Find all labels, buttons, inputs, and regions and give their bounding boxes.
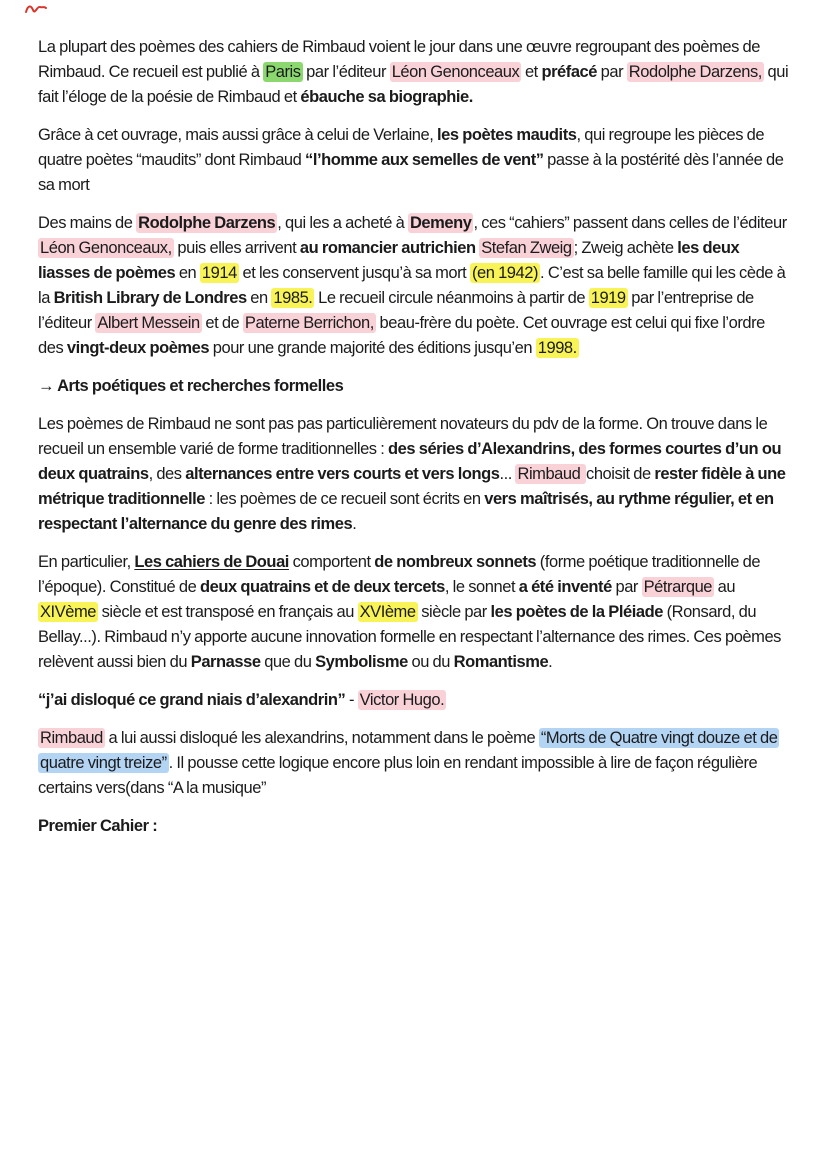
text-run: ; Zweig achète xyxy=(573,239,678,257)
text-run: vingt-deux poèmes xyxy=(66,339,210,357)
highlighted-text-run: Rodolphe Darzens, xyxy=(628,63,762,81)
text-run: , le sonnet xyxy=(444,578,519,596)
highlighted-text-run: Stefan Zweig xyxy=(481,239,572,257)
text-run: des séries d’Alexandrins, des formes courtes d’un ou deux quatrains xyxy=(38,440,782,483)
text-run: deux quatrains et de deux tercets xyxy=(199,578,445,596)
document-content xyxy=(38,35,792,852)
highlighted-text-run: Paterne Berrichon, xyxy=(244,314,374,332)
paragraph xyxy=(38,550,792,675)
highlighted-text-run: Demeny xyxy=(409,214,472,232)
text-run: et les conservent jusqu’à sa mort xyxy=(238,264,470,282)
text-run: par xyxy=(611,578,642,596)
highlighted-text-run: 1914 xyxy=(201,264,237,282)
text-run: Les cahiers de Douai xyxy=(134,553,289,571)
text-run: puis elles arrivent xyxy=(173,239,300,257)
text-run: ou du xyxy=(407,653,454,671)
highlighted-text-run: 1998. xyxy=(537,339,577,357)
text-run: pour une grande majorité des éditions jusqu’en xyxy=(209,339,536,357)
text-run: a lui aussi disloqué les alexandrins, notamment dans le poème xyxy=(104,729,539,747)
text-run: au romancier autrichien xyxy=(299,239,476,257)
highlighted-text-run: XVIème xyxy=(359,603,416,621)
paragraph xyxy=(38,726,792,801)
text-run: “j’ai disloqué ce grand niais d’alexandrin” xyxy=(38,691,346,709)
text-run: par l’éditeur xyxy=(302,63,390,81)
highlighted-text-run: 1985. xyxy=(273,289,313,307)
text-run: British Library de Londres xyxy=(53,289,247,307)
text-run: . xyxy=(352,515,357,533)
text-run: siècle et est transposé en français au xyxy=(98,603,358,621)
text-run: les poètes de la Pléiade xyxy=(490,603,663,621)
section-heading xyxy=(38,814,792,839)
red-pen-scribble-icon xyxy=(24,2,48,18)
pen-scribble-path xyxy=(26,6,46,12)
text-run: , qui les a acheté à xyxy=(277,214,408,232)
text-run: : les poèmes de ce recueil sont écrits en xyxy=(205,490,485,508)
text-run: Symbolisme xyxy=(315,653,408,671)
text-run: de nombreux sonnets xyxy=(374,553,537,571)
text-run: Le recueil circule néanmoins à partir de xyxy=(314,289,589,307)
text-run: les poètes maudits xyxy=(437,126,577,144)
highlighted-text-run: Victor Hugo. xyxy=(359,691,445,709)
text-run: Des mains de xyxy=(38,214,137,232)
text-run: , des xyxy=(148,465,186,483)
text-run: . xyxy=(548,653,553,671)
highlighted-text-run: Rodolphe Darzens xyxy=(138,214,276,232)
text-run: comportent xyxy=(288,553,375,571)
text-run: ... xyxy=(499,465,516,483)
highlighted-text-run: Rimbaud xyxy=(40,729,103,747)
text-run: et xyxy=(521,63,542,81)
highlighted-text-run: “Morts de Quatre vingt douze et de quatre vingt treize” xyxy=(40,729,778,772)
text-run: ébauche sa biographie. xyxy=(300,88,473,106)
text-run: Les poèmes de Rimbaud ne sont pas pas particulièrement novateurs du pdv de la forme. On trouve dans le recueil un ensemble varié de forme traditionnelles : xyxy=(38,415,768,458)
text-run: , ces “cahiers” passent dans celles de l’éditeur xyxy=(473,214,787,232)
text-run: préfacé xyxy=(541,63,598,81)
text-run: au xyxy=(714,578,736,596)
text-run: . Il pousse cette logique encore plus loin en rendant impossible à lire de façon régulière certains vers(dans “A la musique” xyxy=(38,754,758,797)
text-run: que du xyxy=(260,653,316,671)
paragraph xyxy=(38,211,792,361)
text-run: , qui regroupe les pièces de quatre poètes “maudits” dont Rimbaud xyxy=(38,126,765,169)
text-run: - xyxy=(345,691,358,709)
text-run: siècle par xyxy=(417,603,491,621)
text-run: les deux liasses de poèmes xyxy=(38,239,740,282)
quote-line xyxy=(38,688,792,713)
highlighted-text-run: Rimbaud xyxy=(517,465,585,483)
text-run: et de xyxy=(201,314,243,332)
text-run: (forme poétique traditionnelle de l’époque). Constitué de xyxy=(38,553,761,596)
text-run: beau-frère du poète. Cet ouvrage est celui qui fixe l’ordre des xyxy=(38,314,765,357)
text-run: “l’homme aux semelles de vent” xyxy=(305,151,544,169)
paragraph xyxy=(38,123,792,198)
text-run: alternances entre vers courts et vers longs xyxy=(185,465,500,483)
highlighted-text-run: Paris xyxy=(265,63,301,81)
text-run: . C’est sa belle famille qui les cède à la xyxy=(38,264,786,307)
highlighted-text-run: Albert Messein xyxy=(97,314,200,332)
text-run: rester fidèle à une métrique traditionnelle xyxy=(38,465,786,508)
paragraph xyxy=(38,412,792,537)
text-run: En particulier, xyxy=(38,553,135,571)
paragraph xyxy=(38,35,792,110)
section-heading xyxy=(38,374,792,399)
text-run: en xyxy=(246,289,272,307)
highlighted-text-run: XIVème xyxy=(40,603,96,621)
text-run: La plupart des poèmes des cahiers de Rimbaud voient le jour dans une œuvre regroupant des poèmes de Rimbaud. Ce recueil est publié à xyxy=(38,38,760,81)
text-run: par l’entreprise de l’éditeur xyxy=(38,289,754,332)
text-run: Romantisme xyxy=(453,653,549,671)
text-run: Grâce à cet ouvrage, mais aussi grâce à celui de Verlaine, xyxy=(38,126,438,144)
text-run: vers maîtrisés, au rythme régulier, et en respectant l’alternance du genre des rimes xyxy=(38,490,774,533)
highlighted-text-run: Léon Genonceaux, xyxy=(40,239,172,257)
text-run: a été inventé xyxy=(518,578,612,596)
text-run: par xyxy=(597,63,627,81)
text-run: (Ronsard, du Bellay...). Rimbaud n’y apporte aucune innovation formelle en respectant l’alternance des rimes. Ces poèmes relèvent aussi bien du xyxy=(38,603,781,671)
text-run: Parnasse xyxy=(190,653,261,671)
highlighted-text-run: Pétrarque xyxy=(643,578,713,596)
highlighted-text-run: (en 1942) xyxy=(471,264,539,282)
text-run: en xyxy=(175,264,200,282)
text-run: choisit de xyxy=(586,465,655,483)
highlighted-text-run: Léon Genonceaux xyxy=(391,63,520,81)
text-run: passe à la postérité dès l’année de sa mort xyxy=(38,151,784,194)
highlighted-text-run: 1919 xyxy=(590,289,626,307)
text-run: → Arts poétiques et recherches formelles xyxy=(38,377,344,395)
text-run: Premier Cahier : xyxy=(38,817,158,835)
text-run: qui fait l’éloge de la poésie de Rimbaud et xyxy=(38,63,789,106)
